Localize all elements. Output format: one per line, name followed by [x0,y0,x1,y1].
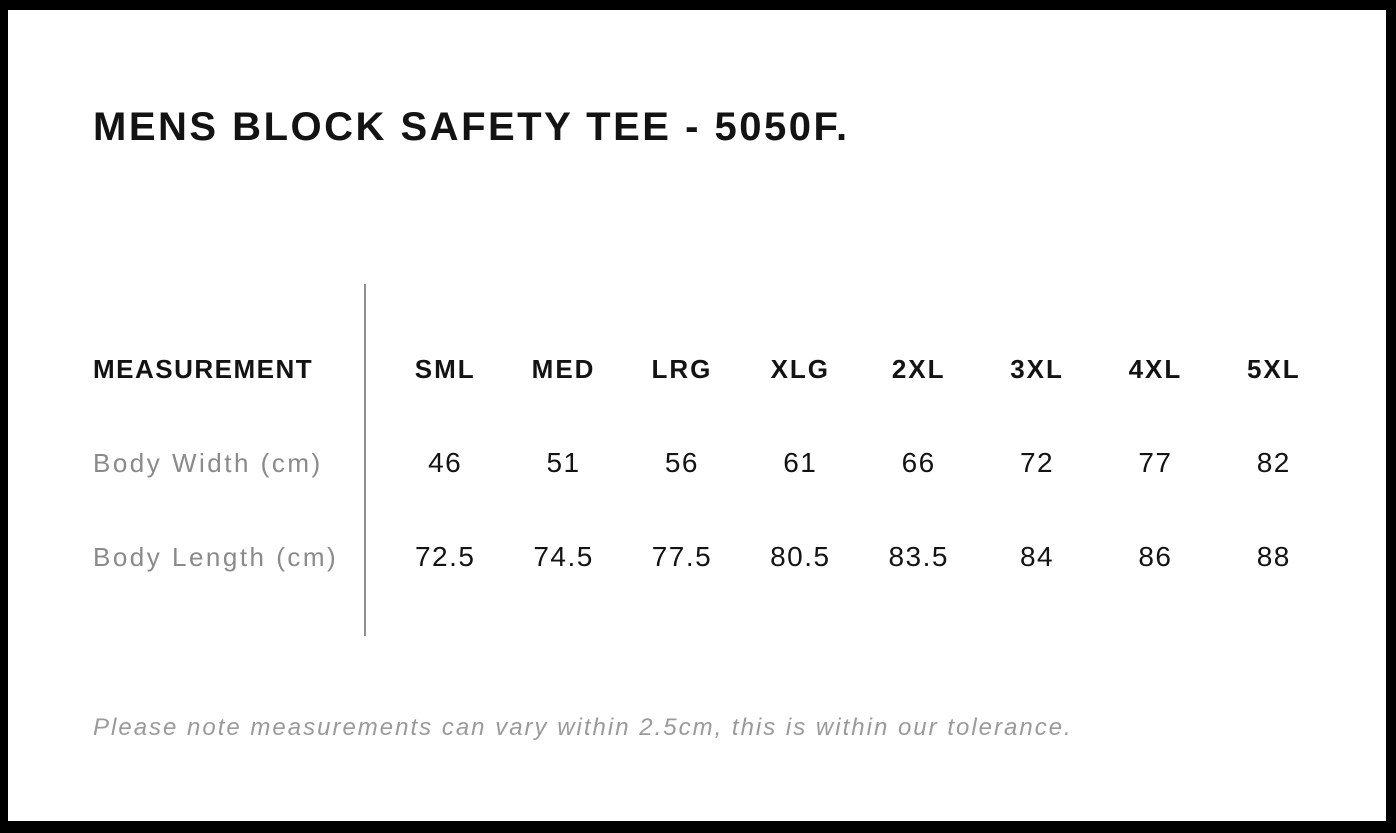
body-length-3xl: 84 [1019,541,1055,572]
tolerance-note: Please note measurements can vary within 2.5cm, this is within our tolerance. [93,714,1073,741]
body-width-sml: 46 [428,447,463,478]
table-row-body-length [93,510,1333,604]
body-width-5xl: 82 [1256,447,1291,478]
body-length-sml: 72.5 [414,541,476,572]
body-length-med: 74.5 [533,541,594,572]
row-label-body-width: Body Width (cm) [93,447,323,478]
size-header-3xl: 3XL [1010,353,1064,384]
row-label-body-length: Body Length (cm) [93,541,339,572]
size-header-2xl: 2XL [891,353,946,384]
table-header-row [93,322,1333,416]
page-title: MENS BLOCK SAFETY TEE - 5050F. [93,105,850,149]
body-width-lrg: 56 [664,447,700,478]
body-length-xlg: 80.5 [770,541,831,572]
body-width-3xl: 72 [1019,447,1055,478]
measurement-column-header: MEASUREMENT [93,353,314,384]
body-length-5xl: 88 [1256,541,1291,572]
body-width-xlg: 61 [783,447,818,478]
table-row-body-width [93,416,1333,510]
size-header-sml: SML [414,353,476,384]
size-header-5xl: 5XL [1246,353,1301,384]
size-chart-table [93,322,1333,604]
size-header-xlg: XLG [770,353,831,384]
body-width-med: 51 [546,447,581,478]
body-length-2xl: 83.5 [888,541,949,572]
body-length-lrg: 77.5 [651,541,713,572]
size-header-4xl: 4XL [1128,353,1183,384]
body-width-2xl: 66 [901,447,936,478]
body-width-4xl: 77 [1138,447,1173,478]
size-header-lrg: LRG [651,353,713,384]
size-header-med: MED [531,353,596,384]
body-length-4xl: 86 [1138,541,1173,572]
